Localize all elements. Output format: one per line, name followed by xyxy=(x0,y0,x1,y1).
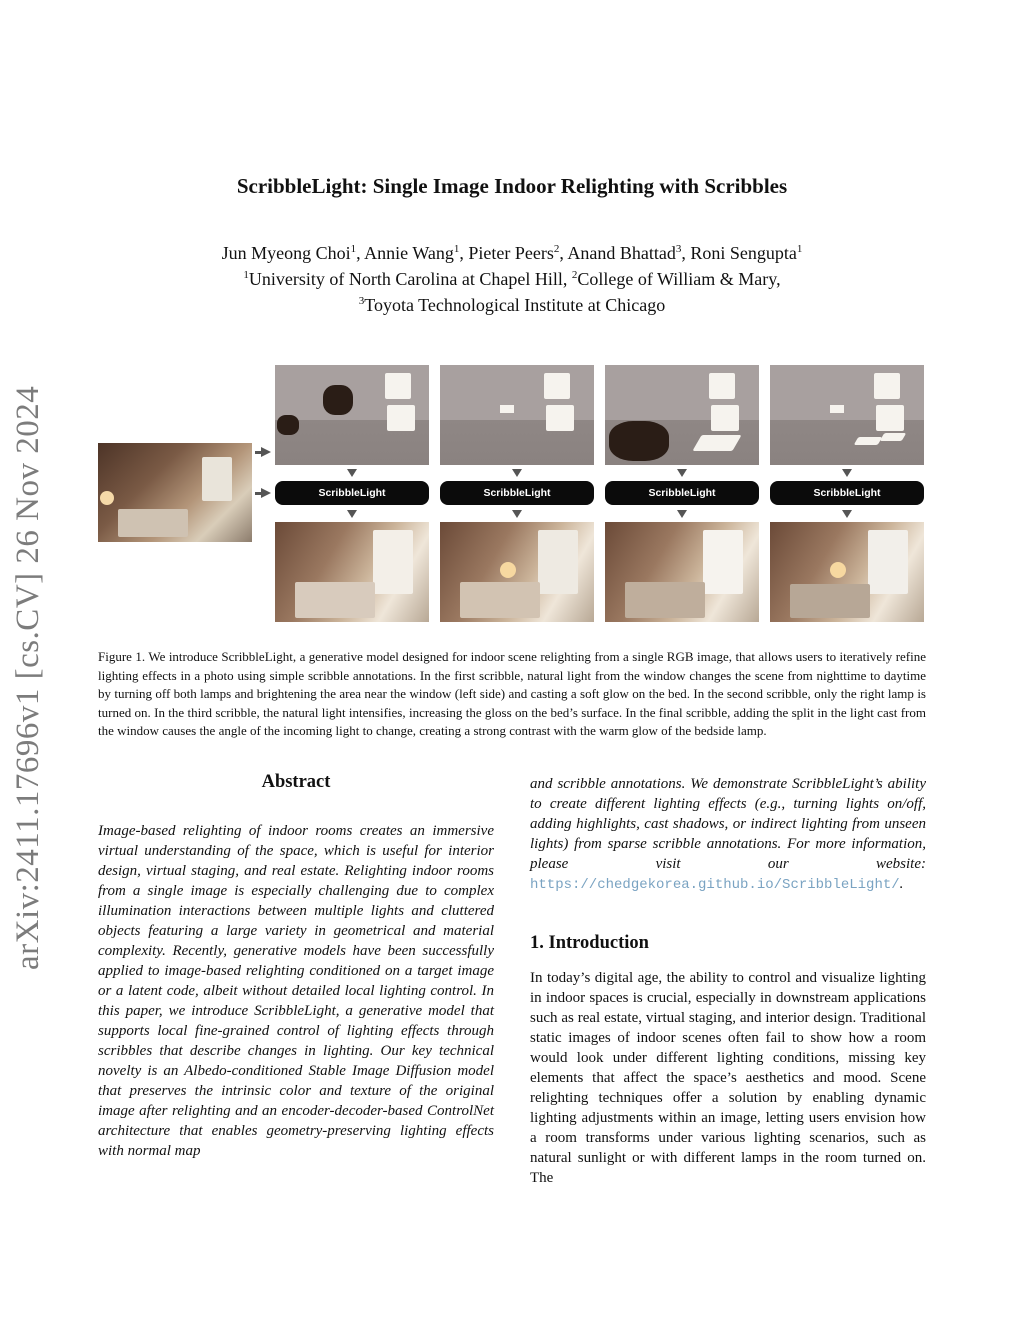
scribble-lamp xyxy=(500,405,514,413)
arrow-right-icon xyxy=(261,447,271,457)
affiliation-text: University of North Carolina at Chapel Hill, xyxy=(248,269,572,289)
bed-region xyxy=(460,582,540,618)
scribble-highlight xyxy=(880,433,907,441)
window-region xyxy=(868,530,908,594)
left-column xyxy=(98,772,494,1161)
scribblelight-model-box: ScribbleLight xyxy=(440,481,594,505)
scribble-map-3 xyxy=(605,365,759,465)
scribble-dark-stroke xyxy=(609,421,669,461)
right-column xyxy=(530,774,926,1188)
figure-caption: Figure 1. We introduce ScribbleLight, a generative model designed for indoor scene relighting from a single RGB image, that allows users to iteratively refine lighting effects in a photo using simple scribble annotations. In the first scribble, natural light from the window changes the scene from nighttime to daytime by turning off both lamps and brightening the area near the window (left side) and casting a soft glow on the bed. In the second scribble, only the right lamp is turned on. In the third scribble, the natural light intensifies, increasing the gloss on the bed’s surface. In the final scribble, adding the split in the light cast from the window causes the angle of the incoming light to change, creating a strong contrast with the warm glow of the bedside lamp. xyxy=(98,649,926,738)
scribble-dark-stroke xyxy=(277,415,299,435)
scribble-window xyxy=(544,373,570,399)
author-name: Jun Myeong Choi xyxy=(221,243,351,263)
author-name: Pieter Peers xyxy=(468,243,554,263)
arrow-down-icon xyxy=(347,469,357,477)
lamp-glow xyxy=(500,562,516,578)
teaser-figure xyxy=(95,362,930,628)
affiliation-text: College of William & Mary, xyxy=(577,269,781,289)
website-link[interactable]: https://chedgekorea.github.io/ScribbleLight/ xyxy=(530,877,900,893)
abstract-continuation xyxy=(530,774,926,895)
affiliation-mark: 2 xyxy=(553,243,560,255)
scribble-map-1 xyxy=(275,365,429,465)
affiliation-mark: 1 xyxy=(796,243,803,255)
link-period: . xyxy=(899,876,904,892)
scribblelight-model-box: ScribbleLight xyxy=(605,481,759,505)
introduction-heading: 1. Introduction xyxy=(530,933,649,953)
affiliation-line-1 xyxy=(0,266,1024,292)
scribble-dark-stroke xyxy=(323,385,353,415)
window-region xyxy=(373,530,413,594)
author-name: Anand Bhattad xyxy=(567,243,676,263)
author-name: Roni Sengupta xyxy=(690,243,797,263)
scribble-window xyxy=(546,405,574,431)
affiliation-number: 1 xyxy=(243,269,249,281)
window-region xyxy=(202,457,232,501)
arrow-down-icon xyxy=(512,469,522,477)
window-region xyxy=(538,530,578,594)
scribble-highlight xyxy=(692,435,741,451)
abstract-text-continued: and scribble annotations. We demonstrate ScribbleLight’s ability to create different lighting effects (e.g., turning lights on/off, adding highlights, cast shadows, or indirect lighting from unseen lights) from sparse scribble annotations. For more information, please visit our website: xyxy=(530,776,926,872)
affiliation-mark: 1 xyxy=(453,243,460,255)
scribble-window xyxy=(387,405,415,431)
scribble-window xyxy=(711,405,739,431)
relit-result-2 xyxy=(440,522,594,622)
bed-region xyxy=(625,582,705,618)
affiliation-mark: 1 xyxy=(350,243,357,255)
scribble-map-4 xyxy=(770,365,924,465)
affiliation-text: Toyota Technological Institute at Chicago xyxy=(364,295,666,315)
scribble-window xyxy=(385,373,411,399)
arxiv-identifier: arXiv:2411.17696v1 [cs.CV] 26 Nov 2024 xyxy=(10,385,46,970)
introduction-text: In today’s digital age, the ability to control and visualize lighting in indoor spaces is crucial, especially in downstream applications such as real estate, virtual staging, and interior design. Traditional static images of indoor scenes often fail to show how a room would look under different lighting conditions, missing key elements that affect the space’s aesthetics and mood. Scene relighting techniques offer a solution by enabling dynamic lighting adjustments within an image, letting users envision how a room transforms under various lighting scenarios, such as natural sunlight or with different lamps in the room turned on. The xyxy=(530,970,926,1186)
abstract-text: Image-based relighting of indoor rooms creates an immersive virtual understanding of the space, which is useful for interior design, virtual staging, and real estate. Relighting indoor rooms from a single image is especially challenging due to complex illumination interactions between multiple lights and cluttered objects featuring a large variety in geometrical and material complexity. Recently, generative models have been successfully applied to image-based relighting conditioned on a target image or a latent code, albeit without detailed local lighting control. In this paper, we introduce ScribbleLight, a generative model that supports local fine-grained control of lighting effects through scribbles that describe changes in lighting. Our key technical novelty is an Albedo-conditioned Stable Image Diffusion model that preserves the intrinsic color and texture of the original image after relighting and an encoder-decoder-based ControlNet architecture that enables geometry-preserving lighting effects with normal map xyxy=(98,823,494,1159)
paper-title: ScribbleLight: Single Image Indoor Relighting with Scribbles xyxy=(236,174,788,198)
affiliation-mark: 3 xyxy=(675,243,682,255)
scribblelight-model-box: ScribbleLight xyxy=(770,481,924,505)
affiliation-number: 3 xyxy=(358,295,365,307)
scribblelight-model-box: ScribbleLight xyxy=(275,481,429,505)
relit-result-3 xyxy=(605,522,759,622)
relit-result-1 xyxy=(275,522,429,622)
affiliation-number: 2 xyxy=(571,269,578,281)
arrow-down-icon xyxy=(347,510,357,518)
input-photo xyxy=(98,443,252,542)
author-name: Annie Wang xyxy=(364,243,454,263)
scribble-window xyxy=(874,373,900,399)
scribble-window xyxy=(709,373,735,399)
scribble-lamp xyxy=(830,405,844,413)
arrow-down-icon xyxy=(512,510,522,518)
affiliation-line-2 xyxy=(0,292,1024,318)
scribble-highlight xyxy=(854,437,883,445)
lamp-glow xyxy=(830,562,846,578)
arrow-down-icon xyxy=(677,510,687,518)
arrow-down-icon xyxy=(842,510,852,518)
bed-region xyxy=(295,582,375,618)
arrow-right-icon xyxy=(261,488,271,498)
arrow-down-icon xyxy=(677,469,687,477)
arrow-down-icon xyxy=(842,469,852,477)
author-block xyxy=(0,240,1024,318)
abstract-heading: Abstract xyxy=(261,772,331,792)
lamp-glow xyxy=(100,491,114,505)
bed-region xyxy=(118,509,188,537)
relit-result-4 xyxy=(770,522,924,622)
author-list: Jun Myeong Choi$^1$, Annie Wang$^1$, Pieter Peers$^2$, Anand Bhattad$^3$, Roni Sengupta$^1$ xyxy=(221,243,803,263)
scribble-map-2 xyxy=(440,365,594,465)
scribble-window xyxy=(876,405,904,431)
bed-region xyxy=(790,584,870,618)
window-region xyxy=(703,530,743,594)
